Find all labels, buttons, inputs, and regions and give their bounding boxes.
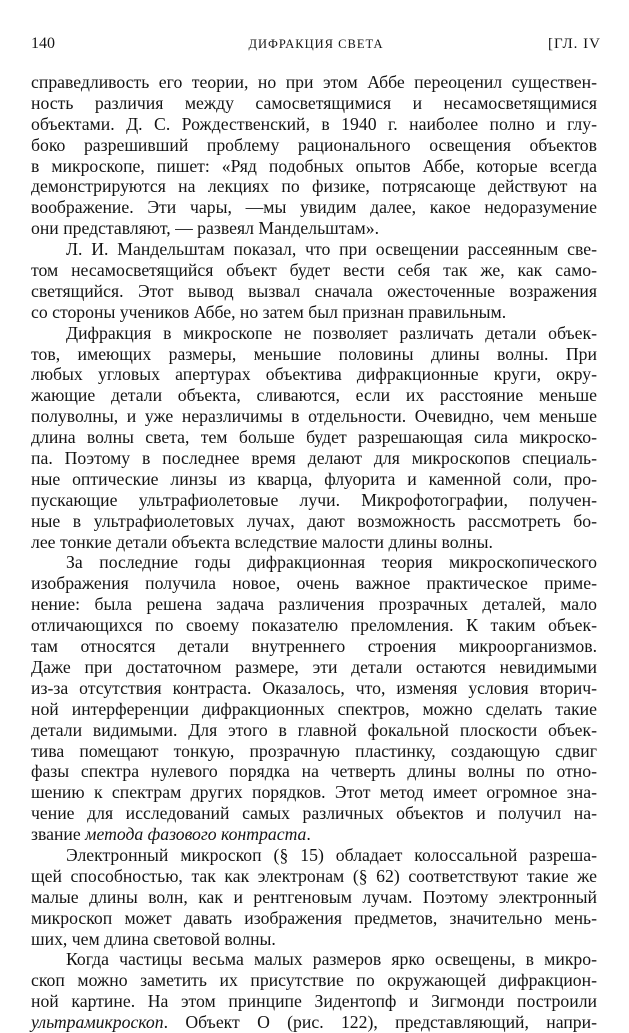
paragraph-electron-microscope bbox=[31, 845, 597, 949]
page-header bbox=[31, 34, 601, 54]
text-line: чение для исследований самых различных объектов и получил на- bbox=[31, 803, 597, 824]
text-line: щей способностью, так как электронам (§ 62) соответствуют такие же bbox=[31, 865, 597, 886]
text-line: па. Поэтому в последнее время делают для микроскопов специаль- bbox=[31, 448, 597, 469]
page-number: 140 bbox=[31, 35, 55, 52]
italic-term: метода фазового контраста bbox=[85, 824, 307, 845]
text-line bbox=[31, 824, 597, 845]
text-line: Даже при достаточном размере, эти детали остаются невидимыми bbox=[31, 656, 597, 677]
text-fragment: звание bbox=[31, 824, 86, 845]
text-line: отличающихся по своему показателю преломления. К таким объек- bbox=[31, 615, 597, 636]
text-line: фазы спектра нулевого порядка на четверть длины волны по отно- bbox=[31, 761, 597, 782]
text-line: ные в ультрафиолетовых лучах, дают возможность рассмотреть бо- bbox=[31, 510, 597, 531]
text-line: объектами. Д. С. Рождественский, в 1940 г. наиболее полно и глу- bbox=[31, 113, 597, 134]
text-line: любых угловых апертурах объектива дифракционные круги, окру- bbox=[31, 364, 597, 385]
text-line: изображения получила новое, очень важное практическое приме- bbox=[31, 573, 597, 594]
text-line bbox=[31, 1012, 597, 1033]
text-line: они представляют, — развеял Мандельштам». bbox=[31, 218, 380, 239]
text-line: ные оптические линзы из кварца, флуорита и каменной соли, про- bbox=[31, 468, 597, 489]
text-line: справедливость его теории, но при этом Аббе переоценил существен- bbox=[31, 72, 597, 92]
text-line: Электронный микроскоп (§ 15) обладает колоссальной разреша- bbox=[66, 844, 597, 865]
running-title: ДИФРАКЦИЯ СВЕТА bbox=[248, 37, 384, 51]
text-fragment: . Объект О (рис. 122), представляющий, напри- bbox=[163, 1012, 597, 1033]
text-line: полуволны, и уже неразличимы в отдельности. Очевидно, чем меньше bbox=[31, 406, 597, 427]
text-line: демонстрируются на лекциях по физике, потрясающе действуют на bbox=[31, 176, 597, 197]
paragraph-ultramicroscope bbox=[31, 949, 597, 1033]
paragraph-diffraction-microscope bbox=[31, 323, 597, 553]
text-line: из-за отсутствия контраста. Оказалось, что, изменяя условия вторич- bbox=[31, 677, 597, 698]
text-line: За последние годы дифракционная теория микроскопического bbox=[66, 552, 597, 573]
paragraph-abbe-theory bbox=[31, 72, 597, 239]
text-line: Л. И. Мандельштам показал, что при освещении рассеянным све- bbox=[66, 239, 597, 260]
paragraph-mandelstam bbox=[31, 239, 597, 323]
italic-term: ультрамикроскоп bbox=[31, 1012, 164, 1033]
paragraph-phase-contrast bbox=[31, 552, 597, 844]
text-line: воображение. Эти чары, —мы увидим далее, какое недоразумение bbox=[31, 197, 597, 218]
text-line: том несамосветящийся объект будет вести себя так же, как само- bbox=[31, 260, 597, 281]
text-line: тива помещают тонкую, прозрачную пластинку, создающую сдвиг bbox=[31, 740, 597, 761]
text-line: ших, чем длина световой волны. bbox=[31, 928, 276, 949]
text-line: малые длины волн, как и рентгеновым лучам. Поэтому электронный bbox=[31, 886, 597, 907]
text-line: тов, имеющих размеры, меньшие половины длины волны. При bbox=[31, 343, 597, 364]
text-line: светящийся. Этот вывод вызвал сначала ожесточенные возражения bbox=[31, 280, 597, 301]
text-line: детали видимыми. Для этого в главной фокальной плоскости объек- bbox=[31, 719, 597, 740]
text-line: ность различия между самосветящимися и несамосветящимися bbox=[31, 92, 597, 113]
text-line: пускающие ультрафиолетовые лучи. Микрофотографии, получен- bbox=[31, 489, 597, 510]
text-line: микроскоп может давать изображения предметов, значительно мень- bbox=[31, 907, 597, 928]
text-fragment: . bbox=[306, 824, 311, 845]
text-line: ной картине. На этом принципе Зидентопф и Зигмонди построили bbox=[31, 991, 597, 1012]
text-line: нение: была решена задача различения прозрачных деталей, мало bbox=[31, 594, 597, 615]
chapter-reference: [ГЛ. IV bbox=[547, 36, 601, 52]
text-line: жающие детали объекта, сливаются, если их расстояние меньше bbox=[31, 385, 597, 406]
body-text bbox=[31, 72, 597, 1033]
text-line: длина волны света, тем больше будет разрешающая сила микроско- bbox=[31, 427, 597, 448]
text-line: лее тонкие детали объекта вследствие малости длины волны. bbox=[31, 531, 493, 552]
text-line: боко разрешивший проблему рационального освещения объектов bbox=[31, 134, 597, 155]
text-line: Дифракция в микроскопе не позволяет различать детали объек- bbox=[66, 322, 597, 343]
text-line: ной интерференции дифракционных спектров, можно сделать такие bbox=[31, 698, 597, 719]
text-line: в микроскопе, пишет: «Ряд подобных опытов Аббе, которые всегда bbox=[31, 155, 597, 176]
text-line: шению к спектрам других порядков. Этот метод имеет огромное зна- bbox=[31, 782, 597, 803]
text-line: Когда частицы весьма малых размеров ярко освещены, в микро- bbox=[66, 949, 597, 970]
text-line: со стороны учеников Аббе, но затем был признан правильным. bbox=[31, 301, 507, 322]
text-line: скоп можно заметить их присутствие по окружающей дифракцион- bbox=[31, 970, 597, 991]
text-line: там относятся детали внутреннего строения микроорганизмов. bbox=[31, 636, 597, 657]
